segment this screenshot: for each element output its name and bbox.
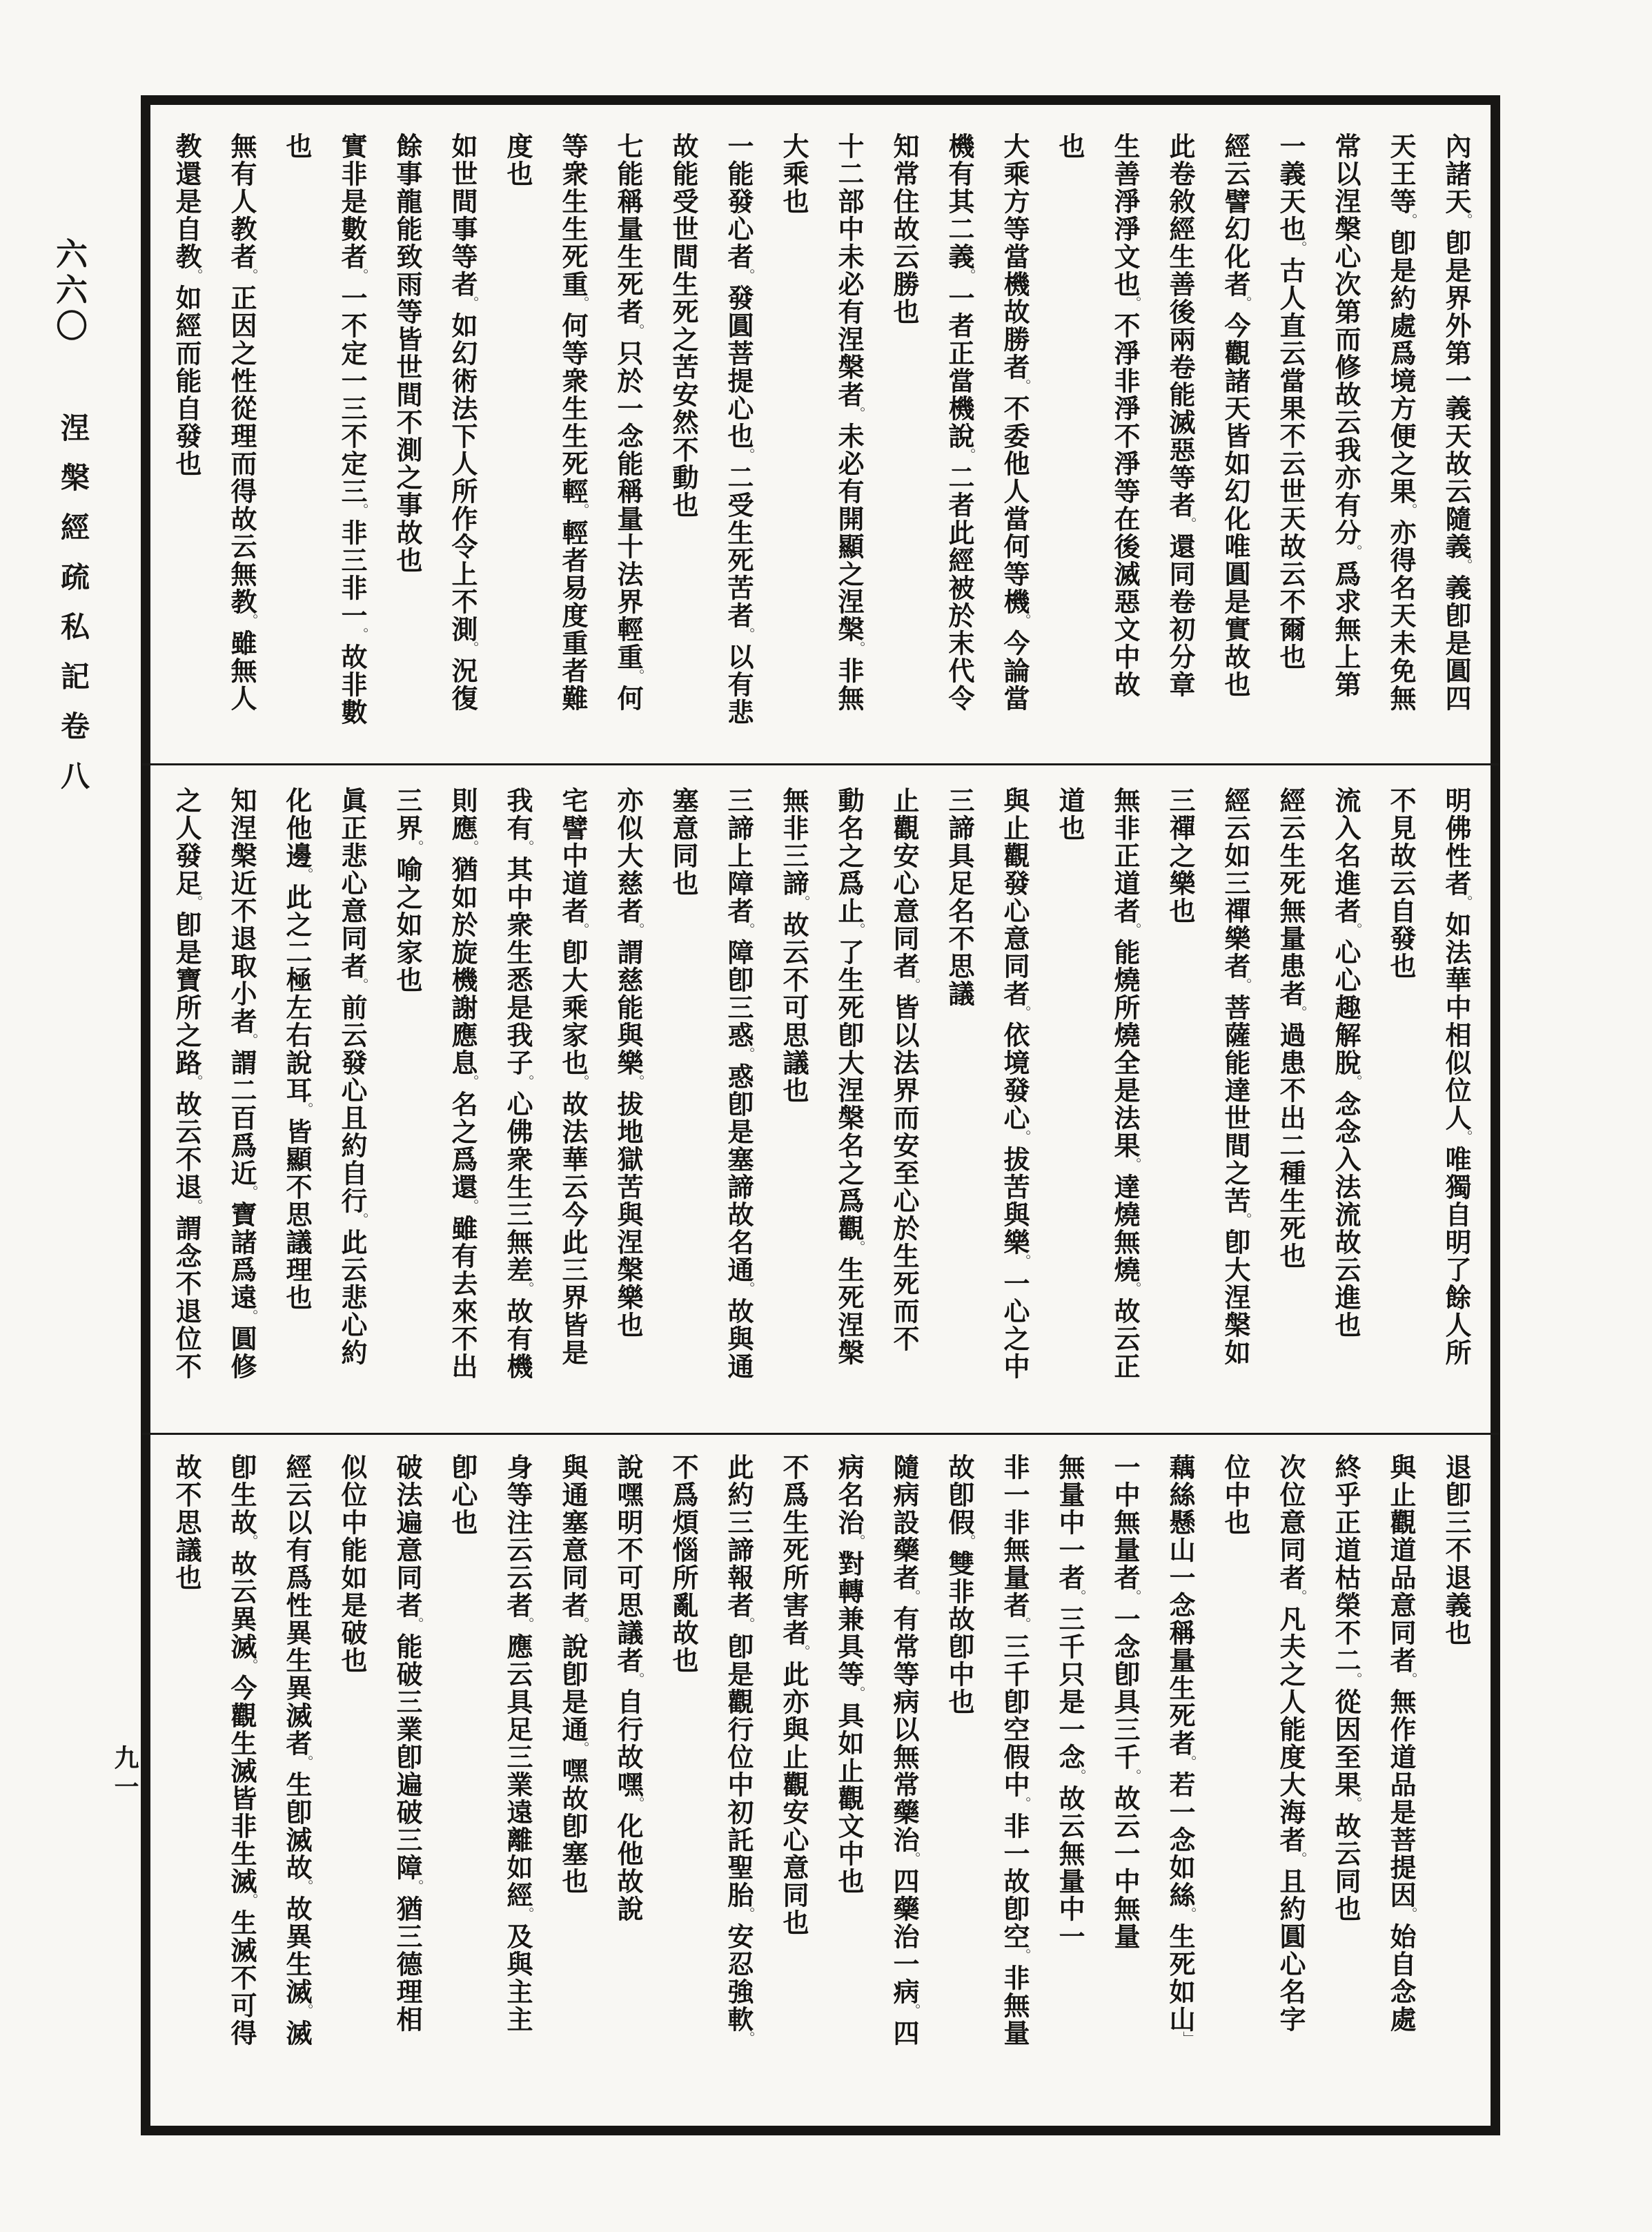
text-column: 流入名進者。心心趣解脫。念念入法流故云進也 — [1330, 787, 1363, 1339]
text-column: 與止觀道品意同者。無作道品是菩提因。始自念處 — [1386, 1453, 1418, 2033]
text-column: 退卽三不退義也 — [1441, 1453, 1472, 1647]
text-column: 故卽假。雙非故卽中也 — [944, 1453, 976, 1716]
text-column: 卽心也 — [447, 1453, 478, 1536]
leaf-number: 九一 — [110, 1745, 139, 1803]
text-column: 眞正悲心意同者。前云發心且約自行。此云悲心約 — [337, 787, 369, 1367]
text-column: 道也 — [1054, 787, 1085, 842]
text-column: 一能發心者。發圓菩提心也。二受生死苦者。以有悲 — [723, 133, 756, 726]
text-column: 不爲生死所害者。此亦與止觀安心意同也 — [778, 1453, 811, 1937]
text-column: 非一非無量者。三千卽空假中。非一故卽空。非無量 — [999, 1453, 1032, 2047]
text-column: 塞意同也 — [668, 787, 699, 897]
text-column: 十二部中未必有涅槃者。未必有開顯之涅槃。非無 — [834, 133, 866, 712]
text-column: 也 — [1054, 133, 1085, 160]
folio-number: 六六〇 — [51, 237, 88, 345]
text-column: 則應。猶如於旋機謝應息。名之爲還。雖有去來不出 — [447, 787, 480, 1380]
text-column: 位中也 — [1220, 1453, 1251, 1536]
text-column: 明佛性者。如法華中相似位人。唯獨自明了餘人所 — [1441, 787, 1473, 1367]
text-column: 七能稱量生死者。只於一念能稱量十法界輕重。何 — [613, 133, 645, 712]
text-column: 經云如三禪樂者。菩薩能達世間之苦。卽大涅槃如 — [1220, 787, 1252, 1367]
text-column: 此卷敘經生善後兩卷能滅惡等者。還同卷初分章 — [1165, 133, 1197, 698]
text-column: 病名治。對轉兼具等。具如止觀文中也 — [834, 1453, 866, 1895]
text-column: 終乎正道枯榮不二。從因至果。故云同也 — [1330, 1453, 1363, 1923]
block-separator-line — [142, 763, 1499, 765]
text-column: 如世間事等者。如幻術法下人所作令上不測。況復 — [447, 133, 480, 712]
text-column: 三界。喻之如家也 — [392, 787, 424, 994]
text-column: 動名之爲止。了生死卽大涅槃名之爲觀。生死涅槃 — [834, 787, 866, 1367]
text-column: 止觀安心意同者。皆以法界而安至心於生死而不 — [889, 787, 921, 1353]
text-column: 三諦具足名不思議 — [944, 787, 975, 1008]
text-column: 破法遍意同者。能破三業卽遍破三障。猶三德理相 — [392, 1453, 424, 2033]
text-column: 無量中一者。三千只是一念。故云無量中一 — [1054, 1453, 1087, 1950]
text-column: 大乘也 — [778, 133, 809, 215]
text-column: 一義天也。古人直云當果不云世天故云不爾也 — [1275, 133, 1308, 671]
text-column: 亦似大慈者。謂慈能與樂。拔地獄苦與涅槃樂也 — [613, 787, 645, 1339]
text-column: 機有其二義。一者正當機說。二者此經被於末代令 — [944, 133, 976, 712]
text-column: 無非三諦。故云不可思議也 — [778, 787, 811, 1104]
text-column: 不見故云自發也 — [1386, 787, 1417, 980]
text-column: 似位中能如是破也 — [337, 1453, 368, 1674]
text-column: 說嘿明不可思議者。自行故嘿。化他故說 — [613, 1453, 645, 1923]
text-column: 內諸天。卽是界外第一義天故云隨義。義卽是圓四 — [1441, 133, 1473, 712]
text-column: 三諦上障者。障卽三惑。惑卽是塞諦故名通。故與通 — [723, 787, 756, 1380]
text-column: 等衆生生死重。何等衆生生死輕。輕者易度重者難 — [558, 133, 590, 712]
text-column: 卽生故。故云異滅。今觀生滅皆非生滅。生滅不可得 — [226, 1453, 259, 2047]
text-column: 與止觀發心意同者。依境發心。拔苦與樂。一心之中 — [999, 787, 1032, 1380]
text-column: 此約三諦報者。卽是觀行位中初託聖胎。安忍強軟。 — [723, 1453, 756, 2045]
text-column: 身等注云云者。應云具足三業遠離如經。及與主主 — [502, 1453, 535, 2033]
text-column: 之人發足。卽是寶所之路。故云不退。謂念不退位不 — [171, 787, 204, 1380]
text-column: 三禪之樂也 — [1165, 787, 1196, 925]
text-column: 度也 — [502, 133, 533, 188]
text-column: 我有。其中衆生悉是我子。心佛衆生三無差。故有機 — [502, 787, 535, 1380]
text-column: 生善淨淨文也。不淨非淨不淨等在後滅惡文中故 — [1110, 133, 1142, 698]
book-title: 涅槃經疏私記卷八 — [57, 413, 90, 810]
text-column: 常以涅槃心次第而修故云我亦有分。爲求無上第 — [1330, 133, 1363, 698]
text-column: 藕絲懸山一念稱量生死者。若一念如絲。生死如山」 — [1165, 1453, 1197, 2045]
text-column: 也 — [282, 133, 313, 160]
text-column: 無有人教者。正因之性從理而得故云無教。雖無人 — [226, 133, 259, 712]
text-column: 天王等。卽是約處爲境方便之果。亦得名天未免無 — [1386, 133, 1418, 712]
text-block-top — [157, 133, 1484, 758]
text-block-bottom — [157, 1453, 1484, 2093]
text-column: 知常住故云勝也 — [889, 133, 920, 326]
text-column: 次位意同者。凡夫之人能度大海者。且約圓心名字 — [1275, 1453, 1308, 2033]
text-column: 隨病設藥者。有常等病以無常藥治。四藥治一病。四 — [889, 1453, 921, 2047]
text-column: 知涅槃近不退取小者。謂二百爲近。寶諸爲遠。圓修 — [226, 787, 259, 1380]
text-column: 經云以有爲性異生異滅者。生卽滅故。故異生滅。滅 — [282, 1453, 314, 2047]
text-column: 一中無量者。一念卽具三千。故云一中無量 — [1110, 1453, 1142, 1950]
text-column: 經云譬幻化者。今觀諸天皆如幻化唯圓是實故也 — [1220, 133, 1252, 698]
text-column: 無非正道者。能燒所燒全是法果。達燒無燒。故云正 — [1110, 787, 1142, 1380]
text-column: 實非是數者。一不定一三不定三。非三非一。故非數 — [337, 133, 369, 726]
text-column: 教還是自教。如經而能自發也 — [171, 133, 204, 478]
text-column: 故能受世間生死之苦安然不動也 — [668, 133, 699, 519]
text-column: 不爲煩惱所亂故也 — [668, 1453, 699, 1674]
block-separator-line — [142, 1433, 1499, 1435]
text-column: 故不思議也 — [171, 1453, 202, 1592]
text-column: 大乘方等當機故勝者。不委他人當何等機。今論當 — [999, 133, 1032, 712]
text-block-middle — [157, 787, 1484, 1416]
text-column: 宅譬中道者。卽大乘家也。故法華云今此三界皆是 — [558, 787, 590, 1367]
text-column: 與通塞意同者。說卽是通。嘿故卽塞也 — [558, 1453, 590, 1895]
text-column: 化他邊。此之二極左右說耳。皆顯不思議理也 — [282, 787, 314, 1311]
text-column: 餘事龍能致雨等皆世間不測之事故也 — [392, 133, 423, 574]
text-column: 經云生死無量患者。過患不出二種生死也 — [1275, 787, 1308, 1270]
